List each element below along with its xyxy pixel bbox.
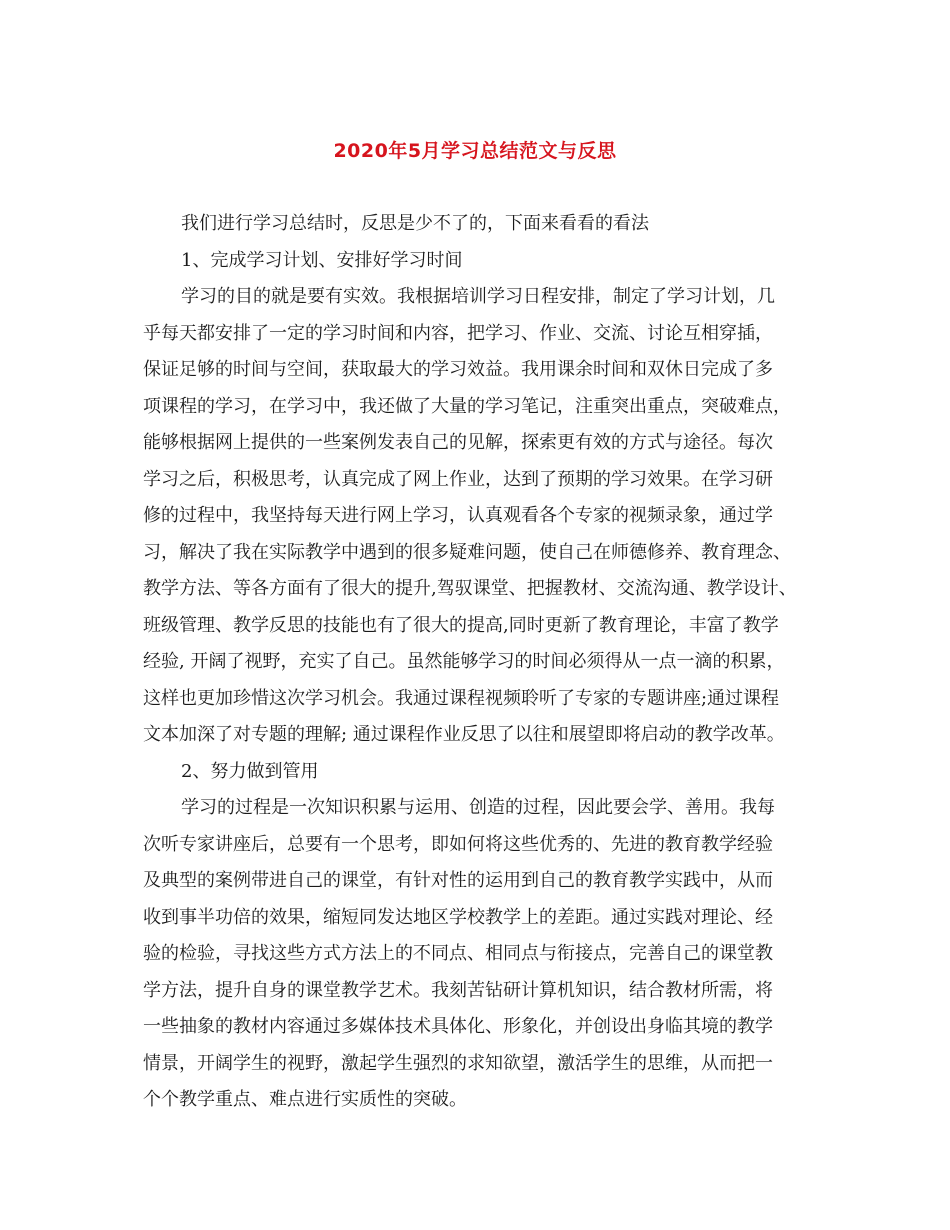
text-line: 乎每天都安排了一定的学习时间和内容，把学习、作业、交流、讨论互相穿插， — [143, 322, 773, 344]
text-line: 2、努力做到管用 — [181, 760, 319, 782]
text-line: 教学方法、等各方面有了很大的提升,驾驭课堂、把握教材、交流沟通、教学设计、 — [143, 578, 797, 599]
text-line: 学习的过程是一次知识积累与运用、创造的过程，因此要会学、善用。我每 — [181, 797, 775, 818]
text-line: 学习之后，积极思考，认真完成了网上作业，达到了预期的学习效果。在学习研 — [143, 468, 773, 490]
text-line: 能够根据网上提供的一些案例发表自己的见解，探索更有效的方式与途径。每次 — [143, 432, 773, 453]
text-line: 我们进行学习总结时，反思是少不了的，下面来看看的看法 — [181, 213, 649, 234]
text-line: 及典型的案例带进自己的课堂，有针对性的运用到自己的教育教学实践中，从而 — [143, 870, 773, 891]
text-line: 一些抽象的教材内容通过多媒体技术具体化、形象化，并创设出身临其境的教学 — [143, 1016, 773, 1037]
text-line: 这样也更加珍惜这次学习机会。我通过课程视频聆听了专家的专题讲座;通过课程 — [143, 687, 780, 709]
text-line: 个个教学重点、难点进行实质性的突破。 — [143, 1089, 467, 1110]
text-line: 修的过程中，我坚持每天进行网上学习，认真观看各个专家的视频录象，通过学 — [143, 505, 773, 526]
text-line: 班级管理、教学反思的技能也有了很大的提高,同时更新了教育理论，丰富了教学 — [143, 614, 779, 636]
text-line: 情景，开阔学生的视野，激起学生强烈的求知欲望，激活学生的思维，从而把一 — [143, 1052, 773, 1074]
text-line: 习，解决了我在实际教学中遇到的很多疑难问题，使自己在师德修养、教育理念、 — [143, 541, 791, 563]
text-line: 经验, 开阔了视野，充实了自己。虽然能够学习的时间必须得从一点一滴的积累， — [143, 651, 785, 672]
text-line: 次听专家讲座后，总要有一个思考，即如何将这些优秀的、先进的教育教学经验 — [143, 833, 773, 855]
document-title: 2020年5月学习总结范文与反思 — [333, 140, 617, 162]
text-line: 学方法，提升自身的课堂教学艺术。我刻苦钻研计算机知识，结合教材所需，将 — [143, 979, 773, 1001]
text-line: 文本加深了对专题的理解; 通过课程作业反思了以往和展望即将启动的教学改革。 — [143, 724, 785, 745]
text-line: 验的检验，寻找这些方式方法上的不同点、相同点与衔接点，完善自己的课堂教 — [143, 943, 773, 964]
text-line: 1、完成学习计划、安排好学习时间 — [181, 249, 463, 271]
document-body — [143, 206, 823, 1119]
text-line: 保证足够的时间与空间，获取最大的学习效益。我用课余时间和双休日完成了多 — [143, 359, 773, 380]
text-line: 项课程的学习，在学习中，我还做了大量的学习笔记，注重突出重点，突破难点， — [143, 395, 791, 417]
text-line: 收到事半功倍的效果，缩短同发达地区学校教学上的差距。通过实践对理论、经 — [143, 906, 773, 928]
text-line: 学习的目的就是要有实效。我根据培训学习日程安排，制定了学习计划，几 — [181, 286, 775, 307]
